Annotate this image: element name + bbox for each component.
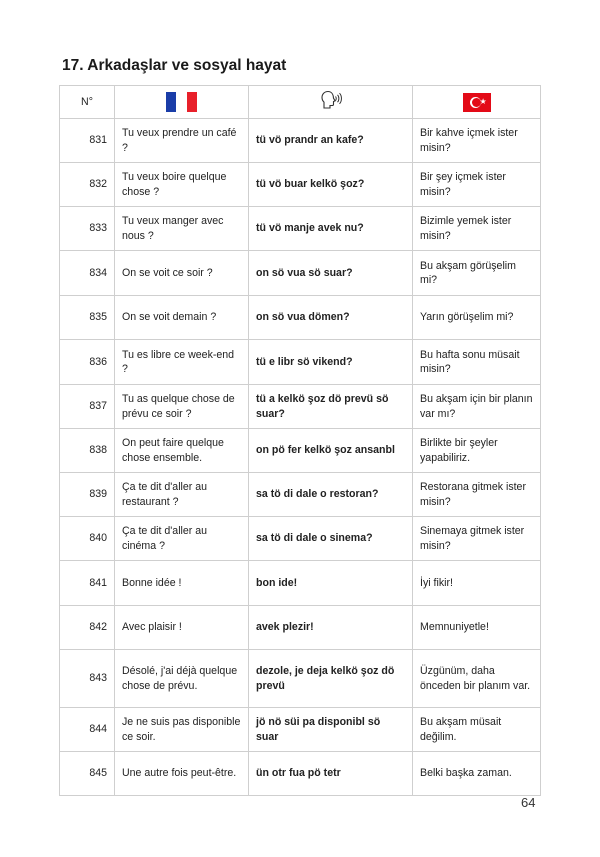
french-phrase: Avec plaisir !	[115, 606, 249, 650]
pronunciation: sa tö di dale o restoran?	[249, 473, 413, 517]
table-row	[60, 296, 541, 340]
row-number: 841	[60, 561, 115, 606]
table-row	[60, 163, 541, 207]
french-phrase: Tu es libre ce week-end ?	[115, 340, 249, 385]
turkish-translation: Bu hafta sonu müsait misin?	[413, 340, 541, 385]
turkish-translation: Üzgünüm, daha önceden bir planım var.	[413, 650, 541, 708]
pronunciation: on pö fer kelkö şoz ansanbl	[249, 429, 413, 473]
page-number: 64	[521, 795, 536, 810]
pronunciation: ün otr fua pö tetr	[249, 752, 413, 796]
table-header-row	[60, 86, 541, 119]
row-number: 839	[60, 473, 115, 517]
pronunciation: tü vö manje avek nu?	[249, 207, 413, 251]
table-row	[60, 340, 541, 385]
table-row	[60, 650, 541, 708]
turkish-translation: Bir kahve içmek ister misin?	[413, 119, 541, 163]
table-row	[60, 385, 541, 429]
turkish-translation: Birlikte bir şeyler yapabiliriz.	[413, 429, 541, 473]
french-phrase: Tu as quelque chose de prévu ce soir ?	[115, 385, 249, 429]
pronunciation: tü vö buar kelkö şoz?	[249, 163, 413, 207]
row-number: 835	[60, 296, 115, 340]
turkish-translation: Bu akşam görüşelim mi?	[413, 251, 541, 296]
pronunciation: on sö vua sö suar?	[249, 251, 413, 296]
french-phrase: Ça te dit d'aller au restaurant ?	[115, 473, 249, 517]
speaking-head-icon	[319, 89, 343, 116]
turkish-translation: Memnuniyetle!	[413, 606, 541, 650]
turkish-translation: Bir şey içmek ister misin?	[413, 163, 541, 207]
turkish-translation: Yarın görüşelim mi?	[413, 296, 541, 340]
page-title: 17. Arkadaşlar ve sosyal hayat	[62, 57, 287, 74]
french-phrase: Désolé, j'ai déjà quelque chose de prévu.	[115, 650, 249, 708]
row-number: 831	[60, 119, 115, 163]
french-phrase: On se voit ce soir ?	[115, 251, 249, 296]
header-pronunciation	[249, 86, 413, 119]
header-number: N°	[60, 86, 115, 119]
pronunciation: tü vö prandr an kafe?	[249, 119, 413, 163]
turkish-translation: Bizimle yemek ister misin?	[413, 207, 541, 251]
header-french	[115, 86, 249, 119]
turkish-translation: İyi fikir!	[413, 561, 541, 606]
turkish-translation: Restorana gitmek ister misin?	[413, 473, 541, 517]
pronunciation: bon ide!	[249, 561, 413, 606]
table-row	[60, 251, 541, 296]
french-phrase: Bonne idée !	[115, 561, 249, 606]
turkish-translation: Sinemaya gitmek ister misin?	[413, 517, 541, 561]
french-phrase: Tu veux boire quelque chose ?	[115, 163, 249, 207]
pronunciation: sa tö di dale o sinema?	[249, 517, 413, 561]
table-row	[60, 606, 541, 650]
pronunciation: dezole, je deja kelkö şoz dö prevü	[249, 650, 413, 708]
table-row	[60, 517, 541, 561]
row-number: 837	[60, 385, 115, 429]
french-phrase: Une autre fois peut-être.	[115, 752, 249, 796]
row-number: 836	[60, 340, 115, 385]
phrase-table	[59, 85, 541, 796]
row-number: 834	[60, 251, 115, 296]
french-phrase: Ça te dit d'aller au cinéma ?	[115, 517, 249, 561]
row-number: 843	[60, 650, 115, 708]
pronunciation: jö nö süi pa disponibl sö suar	[249, 708, 413, 752]
pronunciation: avek plezir!	[249, 606, 413, 650]
table-row	[60, 473, 541, 517]
turkish-flag-icon: ★	[463, 93, 491, 112]
row-number: 840	[60, 517, 115, 561]
turkish-translation: Bu akşam müsait değilim.	[413, 708, 541, 752]
turkish-translation: Bu akşam için bir planın var mı?	[413, 385, 541, 429]
french-phrase: On peut faire quelque chose ensemble.	[115, 429, 249, 473]
table-row	[60, 561, 541, 606]
row-number: 833	[60, 207, 115, 251]
table-row	[60, 207, 541, 251]
pronunciation: on sö vua dömen?	[249, 296, 413, 340]
table-row	[60, 708, 541, 752]
header-turkish	[413, 86, 541, 119]
french-phrase: Tu veux prendre un café ?	[115, 119, 249, 163]
row-number: 838	[60, 429, 115, 473]
french-phrase: Je ne suis pas disponible ce soir.	[115, 708, 249, 752]
pronunciation: tü a kelkö şoz dö prevü sö suar?	[249, 385, 413, 429]
french-phrase: On se voit demain ?	[115, 296, 249, 340]
turkish-translation: Belki başka zaman.	[413, 752, 541, 796]
row-number: 844	[60, 708, 115, 752]
row-number: 845	[60, 752, 115, 796]
french-phrase: Tu veux manger avec nous ?	[115, 207, 249, 251]
row-number: 832	[60, 163, 115, 207]
french-flag-icon	[166, 92, 198, 112]
table-row	[60, 752, 541, 796]
table-row	[60, 429, 541, 473]
row-number: 842	[60, 606, 115, 650]
pronunciation: tü e libr sö vikend?	[249, 340, 413, 385]
table-row	[60, 119, 541, 163]
